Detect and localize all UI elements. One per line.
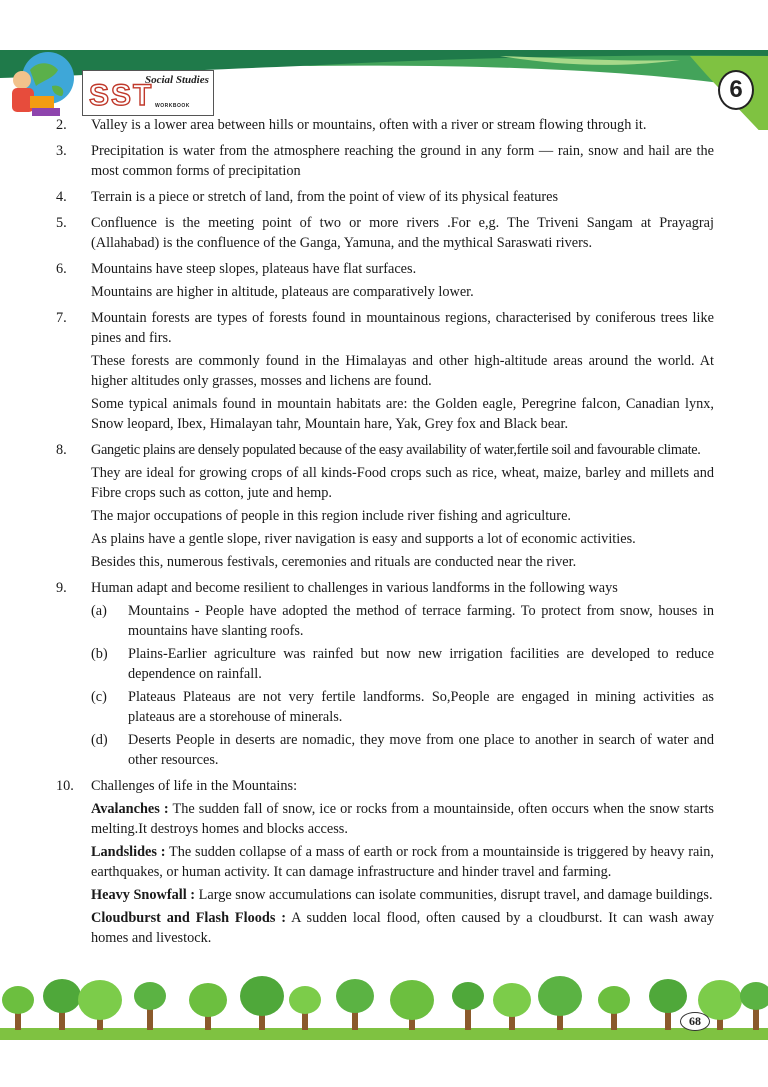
tree-icon — [598, 986, 630, 1030]
item-number: 7. — [56, 310, 67, 326]
answer-list — [56, 115, 714, 954]
tree-border — [0, 960, 768, 1040]
item-number: 3. — [56, 143, 67, 159]
chapter-number-badge: 6 — [718, 70, 754, 110]
item-text: Mountain forests are types of forests found in mountainous regions, characterised by coniferous trees like pines and firs. — [91, 310, 714, 346]
challenge-point — [91, 885, 714, 905]
challenge-text: The sudden collapse of a mass of earth or rock from a mountainside is triggered by heavy rain, earthquakes, or human activity. It can damage infrastructure and hinder travel and farming. — [91, 844, 714, 880]
item-text: Human adapt and become resilient to challenges in various landforms in the following ways — [91, 580, 618, 596]
item-text: Mountains are higher in altitude, plateaus are comparatively lower. — [91, 284, 474, 300]
list-item — [56, 213, 714, 256]
sub-item-label: (c) — [91, 689, 107, 705]
challenge-text: The sudden fall of snow, ice or rocks from a mountainside, often occurs when the snow starts melting.It destroys homes and blocks access. — [91, 801, 714, 837]
list-item — [56, 440, 714, 575]
tree-icon — [43, 979, 81, 1030]
item-text: Mountains have steep slopes, plateaus have flat surfaces. — [91, 261, 417, 277]
tree-icon — [289, 986, 321, 1030]
page-number: 68 — [680, 1012, 710, 1031]
sub-item — [91, 644, 714, 684]
challenge-point — [91, 908, 714, 948]
list-item — [56, 141, 714, 184]
challenge-term: Cloudburst and Flash Floods : — [91, 910, 287, 926]
sub-item-label: (b) — [91, 646, 108, 662]
tree-icon — [493, 983, 531, 1030]
list-item — [56, 578, 714, 773]
list-item — [56, 115, 714, 138]
item-text: These forests are commonly found in the Himalayas and other high-altitude areas around the world. At higher altitudes only grasses, mosses and lichens are found. — [91, 353, 714, 389]
challenge-term: Landslides : — [91, 844, 166, 860]
tree-icon — [452, 982, 484, 1030]
item-text: The major occupations of people in this region include river fishing and agriculture. — [91, 508, 571, 524]
tree-icon — [240, 976, 284, 1030]
item-number: 6. — [56, 261, 67, 277]
logo-subtitle: Social Studies — [145, 74, 209, 86]
sub-item-label: (d) — [91, 732, 108, 748]
sub-item — [91, 601, 714, 641]
challenge-text: Large snow accumulations can isolate communities, disrupt travel, and damage buildings. — [195, 887, 713, 903]
item-number: 2. — [56, 117, 67, 133]
sub-item — [91, 687, 714, 727]
sub-item-label: (a) — [91, 603, 107, 619]
item-number: 4. — [56, 189, 67, 205]
challenge-term: Avalanches : — [91, 801, 169, 817]
sub-item — [91, 730, 714, 770]
tree-icon — [336, 979, 374, 1030]
item-text: Confluence is the meeting point of two or more rivers .For e,g. The Triveni Sangam at Prayagraj (Allahabad) is the confluence of the Ganga, Yamuna, and the mythical Saraswati rivers. — [91, 215, 714, 251]
tree-icon — [390, 980, 434, 1030]
item-text: Gangetic plains are densely populated because of the easy availability of water,fertile soil and favourable climate. — [91, 442, 701, 458]
item-text: Precipitation is water from the atmosphere reaching the ground in any form — rain, snow and hail are the most common forms of precipitation — [91, 143, 714, 179]
sub-item-text: Deserts People in deserts are nomadic, they move from one place to another in search of water and other resources. — [128, 732, 714, 768]
logo — [82, 70, 214, 116]
sub-item-text: Plateaus Plateaus are not very fertile landforms. So,People are engaged in mining activities as plateaus are a storehouse of minerals. — [128, 689, 714, 725]
challenge-text: A sudden local flood, often caused by a cloudburst. It can wash away homes and livestock. — [91, 910, 714, 946]
list-item — [56, 776, 714, 951]
list-item — [56, 259, 714, 305]
logo-main-text: SST — [89, 79, 154, 112]
item-text: Terrain is a piece or stretch of land, from the point of view of its physical features — [91, 189, 559, 205]
tree-icon — [538, 976, 582, 1030]
challenge-point — [91, 842, 714, 882]
sub-item-text: Plains-Earlier agriculture was rainfed but now new irrigation facilities are developed to reduce dependence on rainfall. — [128, 646, 714, 682]
item-number: 9. — [56, 580, 67, 596]
item-number: 8. — [56, 442, 67, 458]
item-number: 5. — [56, 215, 67, 231]
logo-tag: WORKBOOK — [155, 103, 190, 109]
challenge-point — [91, 799, 714, 839]
item-text: Challenges of life in the Mountains: — [91, 778, 298, 794]
item-text: Besides this, numerous festivals, ceremonies and rituals are conducted near the river. — [91, 554, 577, 570]
list-item — [56, 308, 714, 437]
item-text: As plains have a gentle slope, river navigation is easy and supports a lot of economic activities. — [91, 531, 636, 547]
item-number: 10. — [56, 778, 74, 794]
item-text: Some typical animals found in mountain habitats are: the Golden eagle, Peregrine falcon, Canadian lynx, Snow leopard, Ibex, Himalayan tahr, Mountain hare, Yak, Grey fox and Black bear. — [91, 396, 714, 432]
item-text: They are ideal for growing crops of all kinds-Food crops such as rice, wheat, maize, barley and millets and Fibre crops such as cotton, jute and hemp. — [91, 465, 714, 501]
list-item — [56, 187, 714, 210]
challenge-term: Heavy Snowfall : — [91, 887, 196, 903]
tree-icon — [2, 986, 34, 1030]
tree-icon — [134, 982, 166, 1030]
sub-item-text: Mountains - People have adopted the method of terrace farming. To protect from snow, houses in mountains have slanting roofs. — [128, 603, 714, 639]
tree-icon — [740, 982, 768, 1030]
tree-icon — [78, 980, 122, 1030]
tree-icon — [189, 983, 227, 1030]
item-text: Valley is a lower area between hills or mountains, often with a river or stream flowing through it. — [91, 117, 647, 133]
